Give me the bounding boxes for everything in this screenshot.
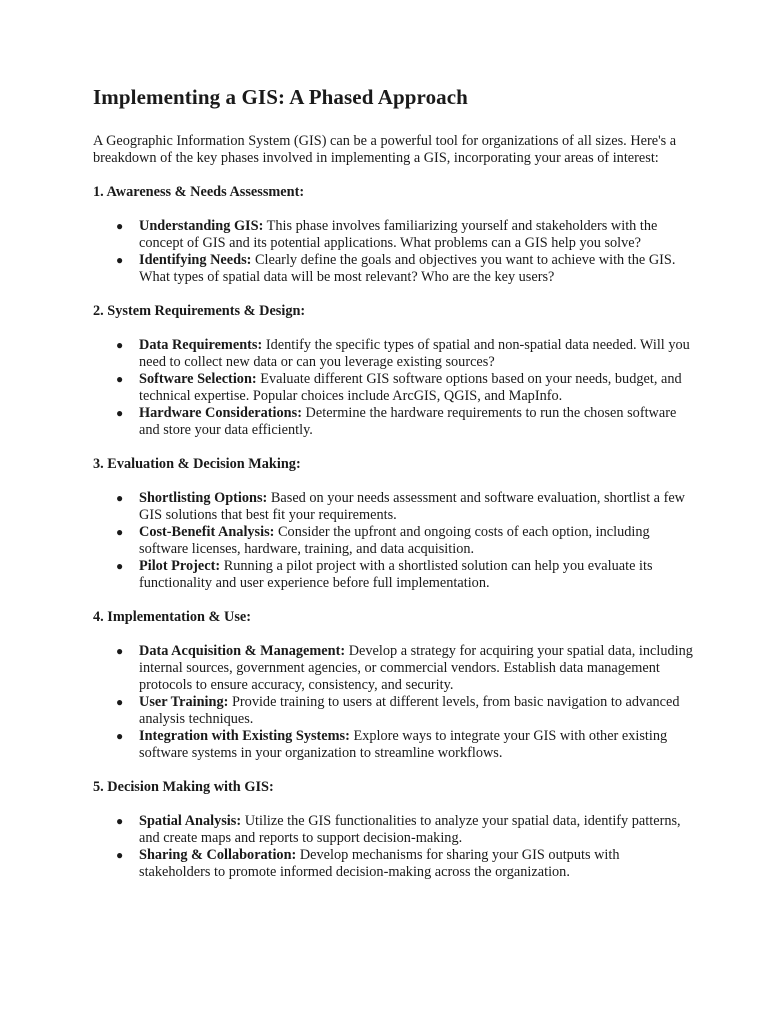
bullet-icon: ● — [116, 219, 124, 233]
bullet-icon: ● — [116, 525, 124, 539]
item-text: Consider the upfront and ongoing costs of each option, including software licenses, hardware, training, and data acquisition. — [139, 524, 650, 557]
bullet-list — [93, 490, 693, 592]
bullet-icon: ● — [116, 338, 124, 352]
section-heading: 3. Evaluation & Decision Making: — [93, 456, 301, 472]
item-term: Sharing & Collaboration: — [139, 847, 297, 863]
bullet-icon: ● — [116, 372, 124, 386]
item-term: Identifying Needs: — [139, 252, 252, 268]
list-item — [93, 337, 693, 371]
item-term: Spatial Analysis: — [139, 813, 242, 829]
document-page — [93, 84, 693, 898]
bullet-list — [93, 643, 693, 762]
item-term: Integration with Existing Systems: — [139, 728, 350, 744]
intro-paragraph: A Geographic Information System (GIS) can be a powerful tool for organizations of all sizes. Here's a breakdown of the key phases involved in implementing a GIS, incorporating your areas of interest: — [93, 133, 677, 166]
item-text: Develop mechanisms for sharing your GIS outputs with stakeholders to promote informed decision-making across the organization. — [139, 847, 620, 880]
list-item — [93, 694, 693, 728]
item-term: Pilot Project: — [139, 558, 221, 574]
section-system-requirements — [93, 303, 693, 439]
section-implementation — [93, 609, 693, 762]
list-item — [93, 643, 693, 694]
bullet-icon: ● — [116, 406, 124, 420]
section-decision-making — [93, 779, 693, 881]
list-item — [93, 218, 693, 252]
bullet-icon: ● — [116, 814, 124, 828]
list-item — [93, 490, 693, 524]
bullet-list — [93, 337, 693, 439]
list-item — [93, 847, 693, 881]
bullet-icon: ● — [116, 253, 124, 267]
item-term: Data Requirements: — [139, 337, 263, 353]
item-text: Utilize the GIS functionalities to analyze your spatial data, identify patterns, and create maps and reports to support decision-making. — [139, 813, 681, 846]
item-term: Hardware Considerations: — [139, 405, 302, 421]
item-term: Cost-Benefit Analysis: — [139, 524, 275, 540]
bullet-icon: ● — [116, 695, 124, 709]
bullet-list — [93, 813, 693, 881]
section-heading: 4. Implementation & Use: — [93, 609, 252, 625]
item-term: Shortlisting Options: — [139, 490, 268, 506]
item-text: Clearly define the goals and objectives you want to achieve with the GIS. What types of spatial data will be most relevant? Who are the key users? — [139, 252, 676, 285]
bullet-icon: ● — [116, 491, 124, 505]
list-item — [93, 558, 693, 592]
bullet-list — [93, 218, 693, 286]
item-text: Evaluate different GIS software options based on your needs, budget, and technical expertise. Popular choices include ArcGIS, QGIS, and MapInfo. — [139, 371, 682, 404]
item-text: Develop a strategy for acquiring your spatial data, including internal sources, government agencies, or commercial vendors. Establish data management protocols to ensure accuracy, consistency, and security. — [139, 643, 693, 693]
item-text: Provide training to users at different levels, from basic navigation to advanced analysis techniques. — [139, 694, 680, 727]
list-item — [93, 728, 693, 762]
item-text: Determine the hardware requirements to run the chosen software and store your data efficiently. — [139, 405, 677, 438]
list-item — [93, 371, 693, 405]
item-text: Based on your needs assessment and software evaluation, shortlist a few GIS solutions that best fit your requirements. — [139, 490, 685, 523]
section-evaluation — [93, 456, 693, 592]
section-heading: 1. Awareness & Needs Assessment: — [93, 184, 305, 200]
bullet-icon: ● — [116, 559, 124, 573]
item-term: Understanding GIS: — [139, 218, 264, 234]
item-text: Running a pilot project with a shortlisted solution can help you evaluate its functionality and user experience before full implementation. — [139, 558, 653, 591]
section-heading: 5. Decision Making with GIS: — [93, 779, 274, 795]
item-term: Software Selection: — [139, 371, 257, 387]
list-item — [93, 524, 693, 558]
section-heading: 2. System Requirements & Design: — [93, 303, 306, 319]
document-title: Implementing a GIS: A Phased Approach — [93, 85, 468, 109]
bullet-icon: ● — [116, 729, 124, 743]
list-item — [93, 813, 693, 847]
section-awareness — [93, 184, 693, 286]
list-item — [93, 405, 693, 439]
list-item — [93, 252, 693, 286]
item-term: User Training: — [139, 694, 229, 710]
item-term: Data Acquisition & Management: — [139, 643, 346, 659]
item-text: This phase involves familiarizing yourself and stakeholders with the concept of GIS and its potential applications. What problems can a GIS help you solve? — [139, 218, 658, 251]
bullet-icon: ● — [116, 644, 124, 658]
item-text: Identify the specific types of spatial and non-spatial data needed. Will you need to collect new data or can you leverage existing sources? — [139, 337, 690, 370]
bullet-icon: ● — [116, 848, 124, 862]
item-text: Explore ways to integrate your GIS with other existing software systems in your organization to streamline workflows. — [139, 728, 668, 761]
